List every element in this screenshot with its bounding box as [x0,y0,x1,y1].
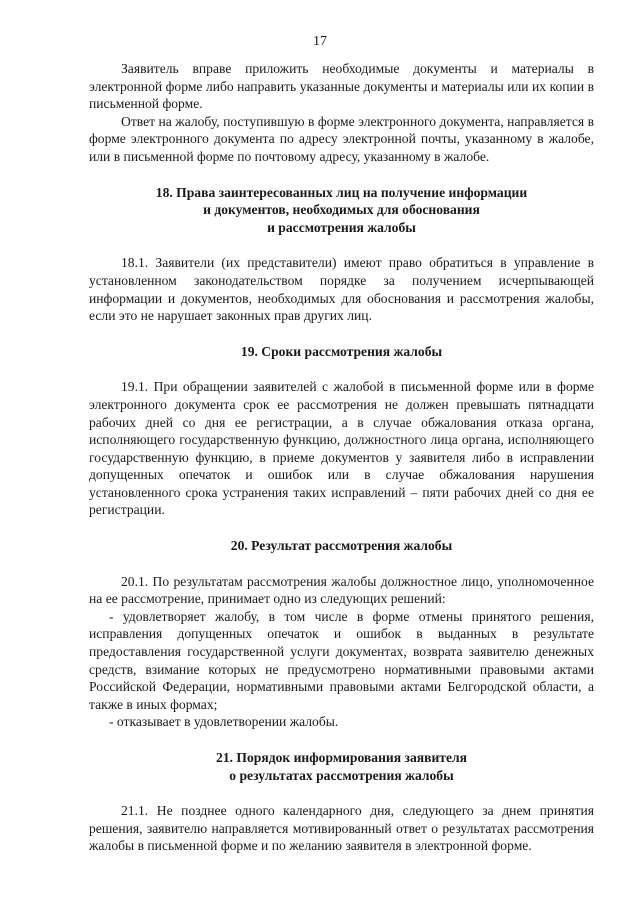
section-18-title [89,184,594,237]
section-20-paragraph-1: 20.1. По результатам рассмотрения жалобы должностное лицо, уполномоченное на ее рассмотрение, принимает одно из следующих решений: [89,573,594,607]
section-19-paragraph-1: 19.1. При обращении заявителей с жалобой в письменной форме или в форме электронного документа срок ее рассмотрения не должен превышать пятнадцати рабочих дней со дня ее регистрации, а в случае обжалования отказа органа, исполняющего государственную функцию, должностного лица органа, исполняющего государственную функцию, в приеме документов у заявителя либо в исправлении допущенных опечаток и ошибок или в случае обжалования нарушения установленного срока устранения таких исправлений – пяти рабочих дней со дня ее регистрации. [89,379,594,518]
section-18-title-line-3: и рассмотрения жалобы [267,219,416,235]
section-18-title-line-2: и документов, необходимых для обоснования [203,202,480,218]
section-20-title: 20. Результат рассмотрения жалобы [230,538,453,554]
section-18-title-line-1: 18. Права заинтересованных лиц на получение информации [155,184,528,200]
section-21-title-line-2: о результатах рассмотрения жалобы [229,767,454,783]
section-21-title [89,749,594,784]
intro-paragraph-1: Заявитель вправе приложить необходимые документы и материалы в электронной форме либо направить указанные документы и материалы или их копии в письменной форме. [89,61,594,112]
document-body [89,60,594,855]
page-number: 17 [313,34,327,49]
section-18-paragraph-1: 18.1. Заявители (их представители) имеют право обратиться в управление в установленном законодательством порядке за получением исчерпывающей информации и документов, необходимых для обоснования и рассмотрения жалобы, если это не нарушает законных прав других лиц. [89,255,594,324]
section-19-title: 19. Сроки рассмотрения жалобы [240,343,443,359]
section-21-title-line-1: 21. Порядок информирования заявителя [216,750,467,765]
section-20-item-2: - отказывает в удовлетворении жалобы. [109,714,339,730]
section-20-item-1: - удовлетворяет жалобу, в том числе в форме отмены принятого решения, исправления допущенных опечаток и ошибок в выданных в результате предоставления государственной услуги документах, возврата заявителю денежных средств, взимание которых не предусмотрено нормативными правовыми актами Российской Федерации, нормативными правовыми актами Белгородской области, а также в иных формах; [89,608,594,712]
intro-paragraph-2: Ответ на жалобу, поступившую в форме электронного документа, направляется в форме электронного документа по адресу электронной почты, указанному в жалобе, или в письменной форме по почтовому адресу, указанному в жалобе. [89,113,594,164]
section-21-paragraph-1: 21.1. Не позднее одного календарного дня, следующего за днем принятия решения, заявителю направляется мотивированный ответ о результатах рассмотрения жалобы в письменной форме и по желанию заявителя в электронной форме. [89,803,594,854]
